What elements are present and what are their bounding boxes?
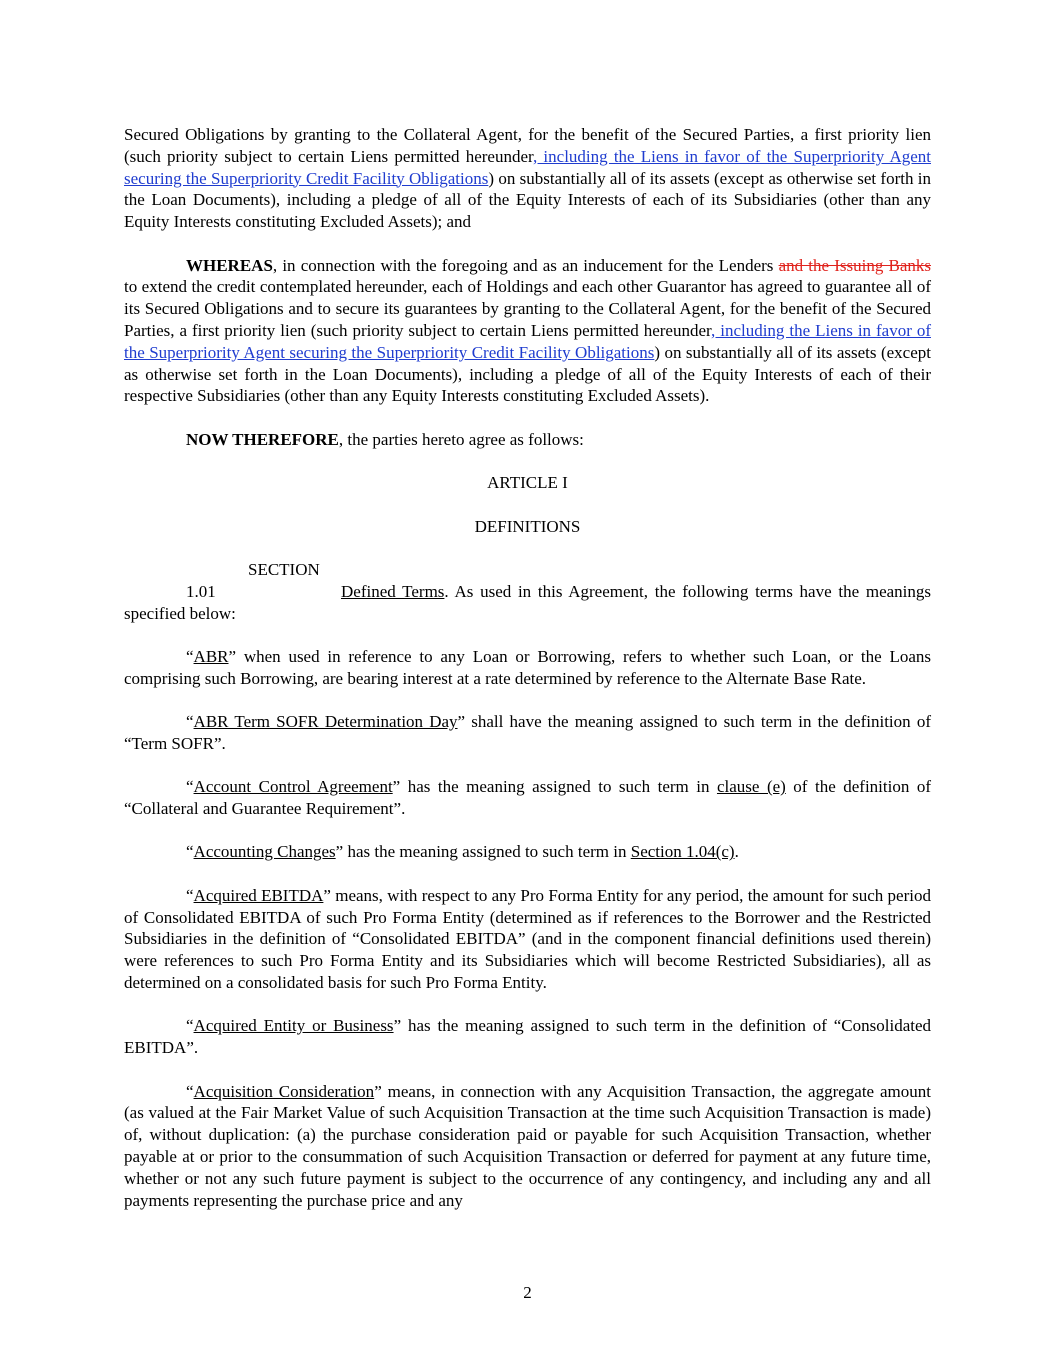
open-quote: “ [186,1081,194,1101]
definition-text: ” when used in reference to any Loan or Borrowing, refers to whether such Loan, or the Loans comprising such Borrowing, are bearing interest at a rate determined by reference to the Alternate Base Rate. [124,646,931,688]
defined-term: ABR [193,646,229,666]
open-quote: “ [186,1016,194,1036]
recital-paragraph-1 [124,124,931,233]
open-quote: “ [186,646,194,666]
definition-abr-term-sofr [124,711,931,755]
now-therefore-paragraph [124,429,931,451]
cross-reference: Section 1.04(c) [630,842,735,862]
now-therefore-text: , the parties hereto agree as follows: [338,429,584,449]
definition-text: ” shall have the meaning assigned to such term in the definition of “Term SOFR”. [124,712,931,753]
defined-term: ABR Term SOFR Determination Day [193,712,458,732]
cross-reference: clause (e) [716,777,786,797]
inserted-text: , including the Liens in favor of the Superpriority Agent securing the Superpriority Credit Facility Obligations [124,146,931,188]
defined-term: Acquired Entity or Business [193,1016,394,1036]
defined-term: Acquisition Consideration [193,1081,375,1101]
section-text: . As used in this Agreement, the following terms have the meanings specified below: [124,581,932,623]
recital-1-text-end: ) on substantially all of its assets (except as otherwise set forth in the Loan Documents), including a pledge of all of the Equity Interests of each of its Subsidiaries (other than any Equity Interests constituting Excluded Assets); and [124,168,931,232]
definition-acquisition-consideration [124,1081,931,1212]
defined-term: Acquired EBITDA [193,885,324,905]
definition-acquired-ebitda [124,885,931,994]
definition-text: ” means, in connection with any Acquisition Transaction, the aggregate amount (as valued at the Fair Market Value of such Acquisition Transaction at the time such Acquisition Transaction is made) of, without duplication: (a) the purchase consideration paid or payable for such Acquisition Transaction, whether payable at or prior to the consummation of such Acquisition Transaction or deferred for payment at any future time, whether or not any such future payment is subject to the occurrence of any contingency, and including any and all payments representing the purchase price and any [124,1081,931,1210]
whereas-paragraph [124,255,931,408]
section-heading: Defined Terms [341,581,445,601]
inserted-text: , including the Liens in favor of the Superpriority Agent securing the Superpriority Credit Facility Obligations [124,320,931,362]
definition-text-end: . [734,842,739,862]
open-quote: “ [186,885,194,905]
article-number: ARTICLE I [487,473,568,493]
open-quote: “ [186,842,194,862]
definition-acquired-entity [124,1015,931,1059]
definition-text: ” has the meaning assigned to such term in [392,777,717,797]
defined-term: Account Control Agreement [193,777,393,797]
whereas-heading: WHEREAS [186,255,273,275]
whereas-text-end: ) on substantially all of its assets (except as otherwise set forth in the Loan Documents), including a pledge of all of the Equity Interests of each of their respective Subsidiaries (other than any Equity Interests constituting Excluded Assets). [124,342,931,406]
whereas-text-middle: to extend the credit contemplated hereunder, each of Holdings and each other Guarantor has agreed to guarantee all of its Secured Obligations and to secure its guarantees by granting to the Collateral Agent, for the benefit of the Secured Parties, a first priority lien (such priority subject to certain Liens permitted hereunder [124,277,931,340]
definition-text: ” means, with respect to any Pro Forma Entity for any period, the amount for such period of Consolidated EBITDA of such Pro Forma Entity (determined as if references to the Borrower and the Restricted Subsidiaries in the definition of “Consolidated EBITDA” (and in the component financial definitions used therein) were references to such Pro Forma Entity and its Subsidiaries which will become Restricted Subsidiaries), all as determined on a consolidated basis for such Pro Forma Entity. [124,885,931,993]
open-quote: “ [186,777,194,797]
section-1-01-paragraph [124,559,931,624]
recital-1-text: Secured Obligations by granting to the Collateral Agent, for the benefit of the Secured Parties, a first priority lien (such priority subject to certain Liens permitted hereunder [124,125,931,166]
open-quote: “ [186,712,194,732]
document-page [124,124,931,1233]
section-label: SECTION 1.01 [186,559,320,601]
definition-text-end: of the definition of “Collateral and Guarantee Requirement”. [124,777,931,819]
now-therefore-heading: NOW THEREFORE [186,429,339,449]
definition-accounting-changes [124,841,931,863]
whereas-text: , in connection with the foregoing and as an inducement for the Lenders [272,255,779,275]
definition-text: ” has the meaning assigned to such term in the definition of “Consolidated EBITDA”. [124,1016,932,1058]
definition-account-control-agreement [124,776,931,820]
article-title: DEFINITIONS [474,516,581,536]
definition-text: ” has the meaning assigned to such term in [335,842,631,862]
deleted-text: and the Issuing Banks [778,255,931,275]
defined-term: Accounting Changes [193,842,336,862]
definition-abr [124,646,931,690]
page-number: 2 [523,1283,532,1302]
